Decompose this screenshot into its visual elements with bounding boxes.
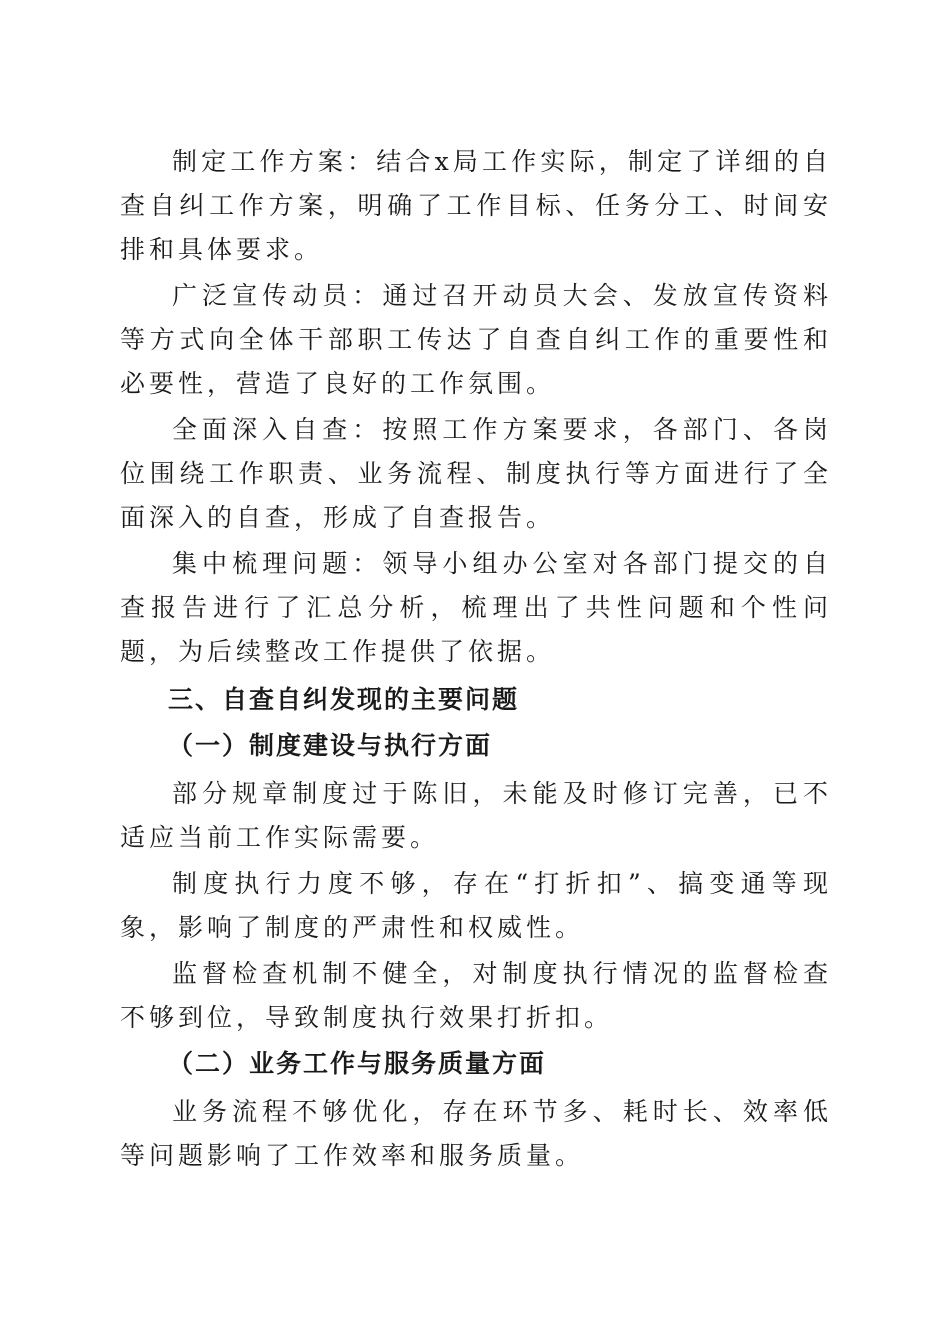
paragraph-weak-execution: 制度执行力度不够，存在“打折扣”、搞变通等现象，影响了制度的严肃性和权威性。 — [120, 869, 832, 942]
paragraph-work-plan: 制定工作方案：结合x局工作实际，制定了详细的自查自纠工作方案，明确了工作目标、任务分工、时间安排和具体要求。 — [120, 147, 832, 264]
document-body — [120, 140, 832, 1180]
paragraph-sort-issues: 集中梳理问题：领导小组办公室对各部门提交的自查报告进行了汇总分析，梳理出了共性问题和个性问题，为后续整改工作提供了依据。 — [120, 549, 832, 666]
section-heading-main-problems: 三、自查自纠发现的主要问题 — [168, 685, 520, 714]
paragraph-self-inspection: 全面深入自查：按照工作方案要求，各部门、各岗位围绕工作职责、业务流程、制度执行等方面进行了全面深入的自查，形成了自查报告。 — [120, 415, 832, 532]
subsection-heading-service: （二）业务工作与服务质量方面 — [168, 1049, 547, 1078]
paragraph-supervision: 监督检查机制不健全，对制度执行情况的监督检查不够到位，导致制度执行效果打折扣。 — [120, 959, 832, 1032]
paragraph-publicity: 广泛宣传动员：通过召开动员大会、发放宣传资料等方式向全体干部职工传达了自查自纠工作的重要性和必要性，营造了良好的工作氛围。 — [120, 281, 832, 398]
subsection-heading-system: （一）制度建设与执行方面 — [168, 731, 493, 760]
paragraph-outdated-rules: 部分规章制度过于陈旧，未能及时修订完善，已不适应当前工作实际需要。 — [120, 779, 832, 852]
paragraph-process: 业务流程不够优化，存在环节多、耗时长、效率低等问题影响了工作效率和服务质量。 — [120, 1097, 832, 1170]
